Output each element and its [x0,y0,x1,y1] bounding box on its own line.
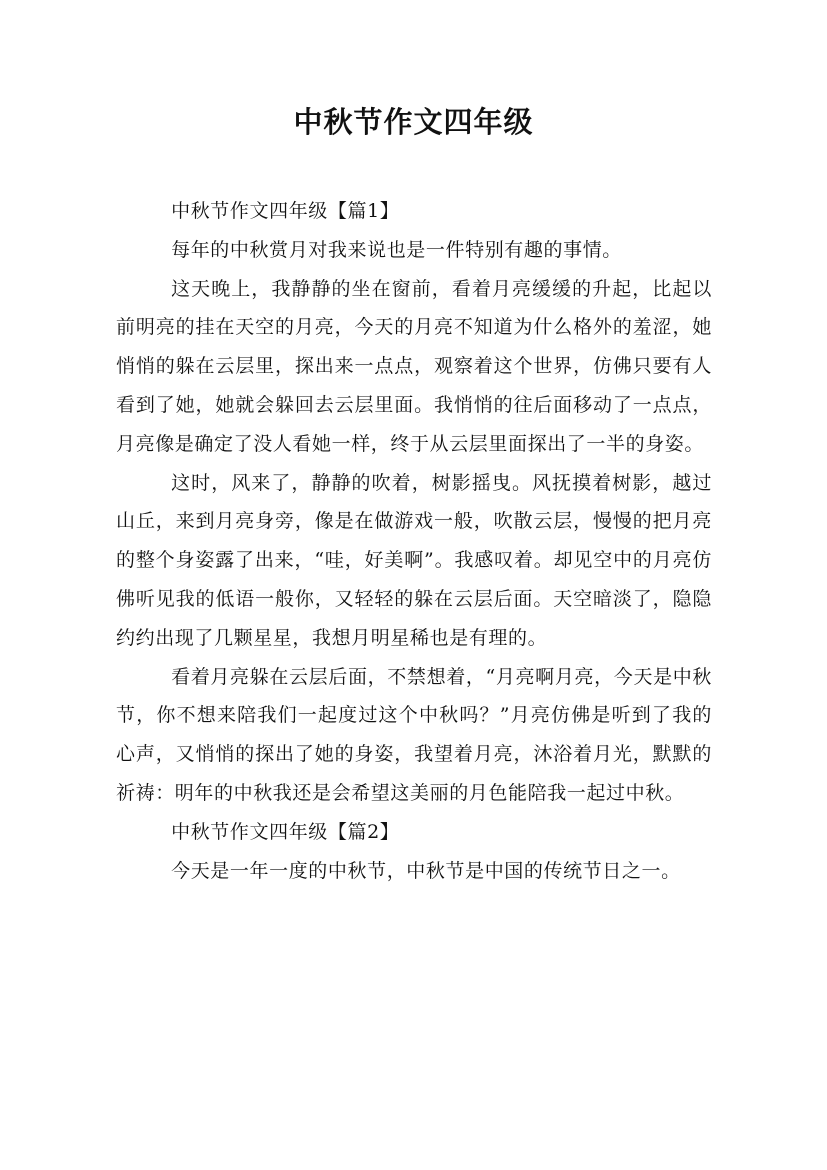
document-body [116,192,712,890]
document-title: 中秋节作文四年级 [293,105,534,139]
section-heading-2: 中秋节作文四年级【篇2】 [171,820,400,843]
section-heading-1: 中秋节作文四年级【篇1】 [171,200,400,222]
paragraph: 这时，风来了，静静的吹着，树影摇曳。风抚摸着树影，越过山丘，来到月亮身旁，像是在做游戏一般，吹散云层，慢慢的把月亮的整个身姿露了出来，“哇，好美啊”。我感叹着。却见空中的月亮仿佛听见我的低语一般你，又轻轻的躲在云层后面。天空暗淡了，隐隐约约出现了几颗星星，我想月明星稀也是有理的。 [116,471,712,649]
paragraph: 这天晚上，我静静的坐在窗前，看着月亮缓缓的升起，比起以前明亮的挂在天空的月亮，今天的月亮不知道为什么格外的羞涩，她悄悄的躲在云层里，探出来一点点，观察着这个世界，仿佛只要有人看到了她，她就会躲回去云层里面。我悄悄的往后面移动了一点点，月亮像是确定了没人看她一样，终于从云层里面探出了一半的身姿。 [116,277,712,455]
paragraph: 今天是一年一度的中秋节，中秋节是中国的传统节日之一。 [171,859,681,882]
paragraph: 每年的中秋赏月对我来说也是一件特别有趣的事情。 [171,238,622,261]
paragraph: 看着月亮躲在云层后面，不禁想着，“月亮啊月亮，今天是中秋节，你不想来陪我们一起度过这个中秋吗？”月亮仿佛是听到了我的心声，又悄悄的探出了她的身姿，我望着月亮，沐浴着月光，默默的祈祷：明年的中秋我还是会希望这美丽的月色能陪我一起过中秋。 [116,665,712,804]
